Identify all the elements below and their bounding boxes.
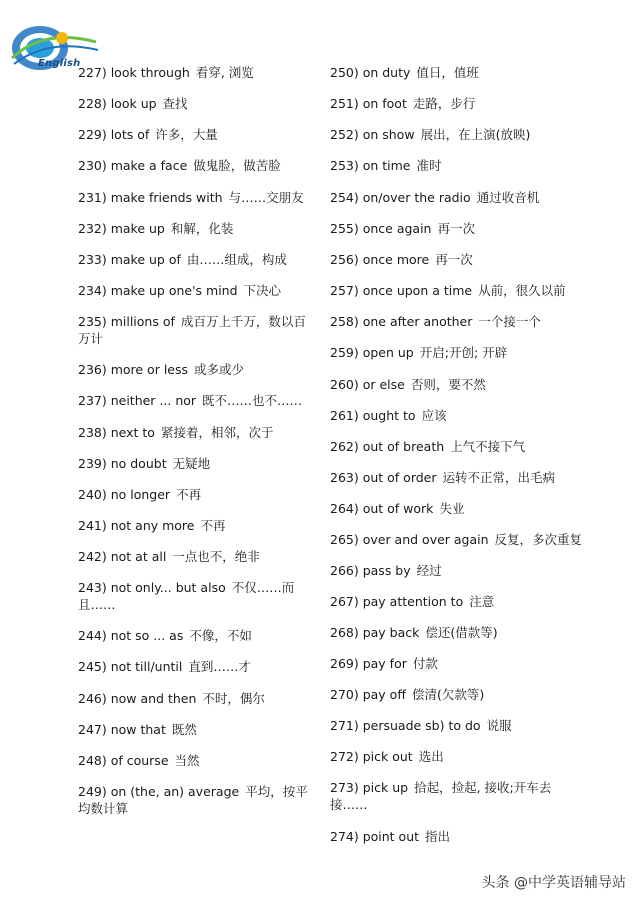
phrase-english: 238) next to <box>78 425 155 440</box>
phrase-chinese: 平均，按平均数计算 <box>78 784 308 816</box>
phrase-chinese: 不再 <box>200 518 226 533</box>
phrase-chinese: 做鬼脸，做苦脸 <box>193 158 281 173</box>
phrase-chinese: 否则，要不然 <box>410 377 486 392</box>
phrase-english: 242) not at all <box>78 549 167 564</box>
phrase-english: 274) point out <box>330 829 420 844</box>
phrase-chinese: 和解，化装 <box>170 221 234 236</box>
vocab-entry <box>330 779 560 813</box>
phrase-english: 244) not so ... as <box>78 628 184 643</box>
phrase-english: 254) on/over the radio <box>330 190 471 205</box>
vocab-entry <box>78 783 318 817</box>
phrase-english: 255) once again <box>330 221 432 236</box>
vocab-entry <box>78 189 304 206</box>
phrase-chinese: 开启;开创; 开辟 <box>419 345 508 360</box>
vocab-entry <box>330 748 444 765</box>
phrase-chinese: 失业 <box>439 501 465 516</box>
vocab-entry <box>330 717 512 734</box>
vocab-entry <box>78 95 188 112</box>
vocab-entry <box>330 220 475 237</box>
phrase-chinese: 无疑地 <box>172 456 211 471</box>
vocab-entry <box>330 376 486 393</box>
phrase-english: 257) once upon a time <box>330 283 473 298</box>
phrase-chinese: 既然 <box>171 722 197 737</box>
phrase-chinese: 一个接一个 <box>478 314 541 329</box>
vocab-entry <box>78 64 254 81</box>
vocab-entry <box>78 282 281 299</box>
vocab-entry <box>330 828 450 845</box>
phrase-chinese: 当然 <box>174 753 200 768</box>
phrase-chinese: 说服 <box>486 718 512 733</box>
vocab-entry <box>330 531 582 548</box>
phrase-english: 231) make friends with <box>78 190 223 205</box>
phrase-english: 239) no doubt <box>78 456 167 471</box>
phrase-english: 243) not only... but also <box>78 580 226 595</box>
vocab-entry <box>330 189 539 206</box>
phrase-english: 252) on show <box>330 127 415 142</box>
phrase-english: 236) more or less <box>78 362 189 377</box>
phrase-english: 269) pay for <box>330 656 407 671</box>
phrase-chinese: 上气不接下气 <box>450 439 526 454</box>
vocab-entry <box>330 593 494 610</box>
phrase-chinese: 不再 <box>176 487 202 502</box>
vocab-entry <box>330 251 473 268</box>
phrase-chinese: 再一次 <box>437 221 475 236</box>
vocab-entry <box>78 721 197 738</box>
phrase-english: 270) pay off <box>330 687 406 702</box>
phrase-chinese: 经过 <box>416 563 442 578</box>
phrase-english: 232) make up <box>78 221 165 236</box>
phrase-english: 249) on (the, an) average <box>78 784 240 799</box>
vocab-entry <box>330 562 442 579</box>
phrase-chinese: 看穿, 浏览 <box>195 65 254 80</box>
phrase-chinese: 或多或少 <box>194 362 245 377</box>
phrase-english: 240) no longer <box>78 487 171 502</box>
vocab-entry <box>78 548 260 565</box>
phrase-chinese: 直到……才 <box>188 659 251 674</box>
vocab-entry <box>330 344 507 361</box>
phrase-english: 241) not any more <box>78 518 195 533</box>
phrase-chinese: 与……交朋友 <box>228 190 304 205</box>
phrase-chinese: 许多，大量 <box>155 127 218 142</box>
phrase-english: 246) now and then <box>78 691 197 706</box>
vocab-entry <box>78 361 244 378</box>
phrase-chinese: 运转不正常，出毛病 <box>442 470 556 485</box>
vocab-entry <box>78 455 210 472</box>
phrase-chinese: 偿还(借款等) <box>425 625 498 640</box>
vocab-entry <box>78 658 251 675</box>
vocab-entry <box>330 500 464 517</box>
vocab-entry <box>78 220 233 237</box>
phrase-english: 227) look through <box>78 65 190 80</box>
vocab-entry <box>78 486 201 503</box>
phrase-english: 261) ought to <box>330 408 416 423</box>
phrase-english: 272) pick out <box>330 749 413 764</box>
phrase-chinese: 付款 <box>412 656 438 671</box>
vocab-entry <box>330 407 447 424</box>
phrase-chinese: 选出 <box>418 749 444 764</box>
vocab-entry <box>78 424 273 441</box>
phrase-chinese: 再一次 <box>435 252 473 267</box>
vocab-entry <box>78 313 318 347</box>
phrase-chinese: 通过收音机 <box>476 190 540 205</box>
phrase-english: 229) lots of <box>78 127 150 142</box>
vocab-entry <box>78 251 287 268</box>
phrase-chinese: 由……组成，构成 <box>186 252 287 267</box>
phrase-chinese: 从前，很久以前 <box>478 283 566 298</box>
phrase-chinese: 不像，不如 <box>189 628 252 643</box>
phrase-english: 235) millions of <box>78 314 175 329</box>
vocab-entry <box>330 126 530 143</box>
vocab-entry <box>330 686 484 703</box>
phrase-english: 228) look up <box>78 96 157 111</box>
vocab-entry <box>330 469 555 486</box>
phrase-english: 262) out of breath <box>330 439 445 454</box>
vocab-entry <box>330 64 479 81</box>
vocab-entry <box>78 627 252 644</box>
phrase-chinese: 不仅……而且…… <box>78 580 295 612</box>
phrase-chinese: 下决心 <box>243 283 282 298</box>
phrase-english: 250) on duty <box>330 65 411 80</box>
phrase-english: 264) out of work <box>330 501 434 516</box>
phrase-english: 248) of course <box>78 753 169 768</box>
phrase-english: 268) pay back <box>330 625 420 640</box>
phrase-chinese: 展出，在上演(放映) <box>420 127 531 142</box>
phrase-english: 256) once more <box>330 252 430 267</box>
phrase-english: 273) pick up <box>330 780 409 795</box>
phrase-english: 258) one after another <box>330 314 473 329</box>
phrase-chinese: 紧接着，相邻，次于 <box>160 425 274 440</box>
phrase-chinese: 准时 <box>416 158 442 173</box>
vocab-entry <box>330 313 541 330</box>
phrase-chinese: 查找 <box>162 96 188 111</box>
phrase-chinese: 反复，多次重复 <box>494 532 583 547</box>
vocab-entry <box>330 95 475 112</box>
watermark: 头条 @中学英语辅导站 <box>481 875 626 891</box>
phrase-chinese: 走路，步行 <box>412 96 476 111</box>
phrase-english: 233) make up of <box>78 252 181 267</box>
phrase-english: 245) not till/until <box>78 659 183 674</box>
phrase-english: 251) on foot <box>330 96 407 111</box>
vocab-entry <box>330 282 566 299</box>
phrase-chinese: 不时，偶尔 <box>202 691 265 706</box>
phrase-chinese: 值日，值班 <box>416 65 479 80</box>
phrase-english: 253) on time <box>330 158 411 173</box>
phrase-english: 237) neither ... nor <box>78 393 197 408</box>
phrase-english: 267) pay attention to <box>330 594 464 609</box>
phrase-chinese: 偿清(欠款等) <box>411 687 485 702</box>
phrase-english: 263) out of order <box>330 470 437 485</box>
logo-text: English <box>38 58 81 69</box>
vocab-entry <box>330 438 525 455</box>
phrase-english: 259) open up <box>330 345 414 360</box>
phrase-english: 260) or else <box>330 377 405 392</box>
vocab-entry <box>78 157 281 174</box>
phrase-english: 247) now that <box>78 722 166 737</box>
vocab-entry <box>78 690 265 707</box>
phrase-english: 265) over and over again <box>330 532 489 547</box>
vocab-entry <box>330 157 442 174</box>
vocab-entry <box>78 752 200 769</box>
phrase-chinese: 指出 <box>425 829 451 844</box>
phrase-chinese: 应该 <box>421 408 447 423</box>
phrase-english: 230) make a face <box>78 158 188 173</box>
vocab-entry <box>78 126 218 143</box>
phrase-chinese: 注意 <box>469 594 495 609</box>
phrase-english: 266) pass by <box>330 563 411 578</box>
vocab-entry <box>330 655 438 672</box>
phrase-chinese: 一点也不，绝非 <box>172 549 260 564</box>
vocab-entry <box>330 624 498 641</box>
vocab-entry <box>78 392 302 409</box>
phrase-chinese: 成百万上千万，数以百万计 <box>78 314 306 346</box>
vocab-entry <box>78 579 318 613</box>
phrase-chinese: 既不……也不…… <box>202 393 303 408</box>
phrase-english: 234) make up one's mind <box>78 283 238 298</box>
phrase-english: 271) persuade sb) to do <box>330 718 481 733</box>
vocab-entry <box>78 517 226 534</box>
phrase-chinese: 拾起，捡起, 接收;开车去接…… <box>330 780 552 812</box>
